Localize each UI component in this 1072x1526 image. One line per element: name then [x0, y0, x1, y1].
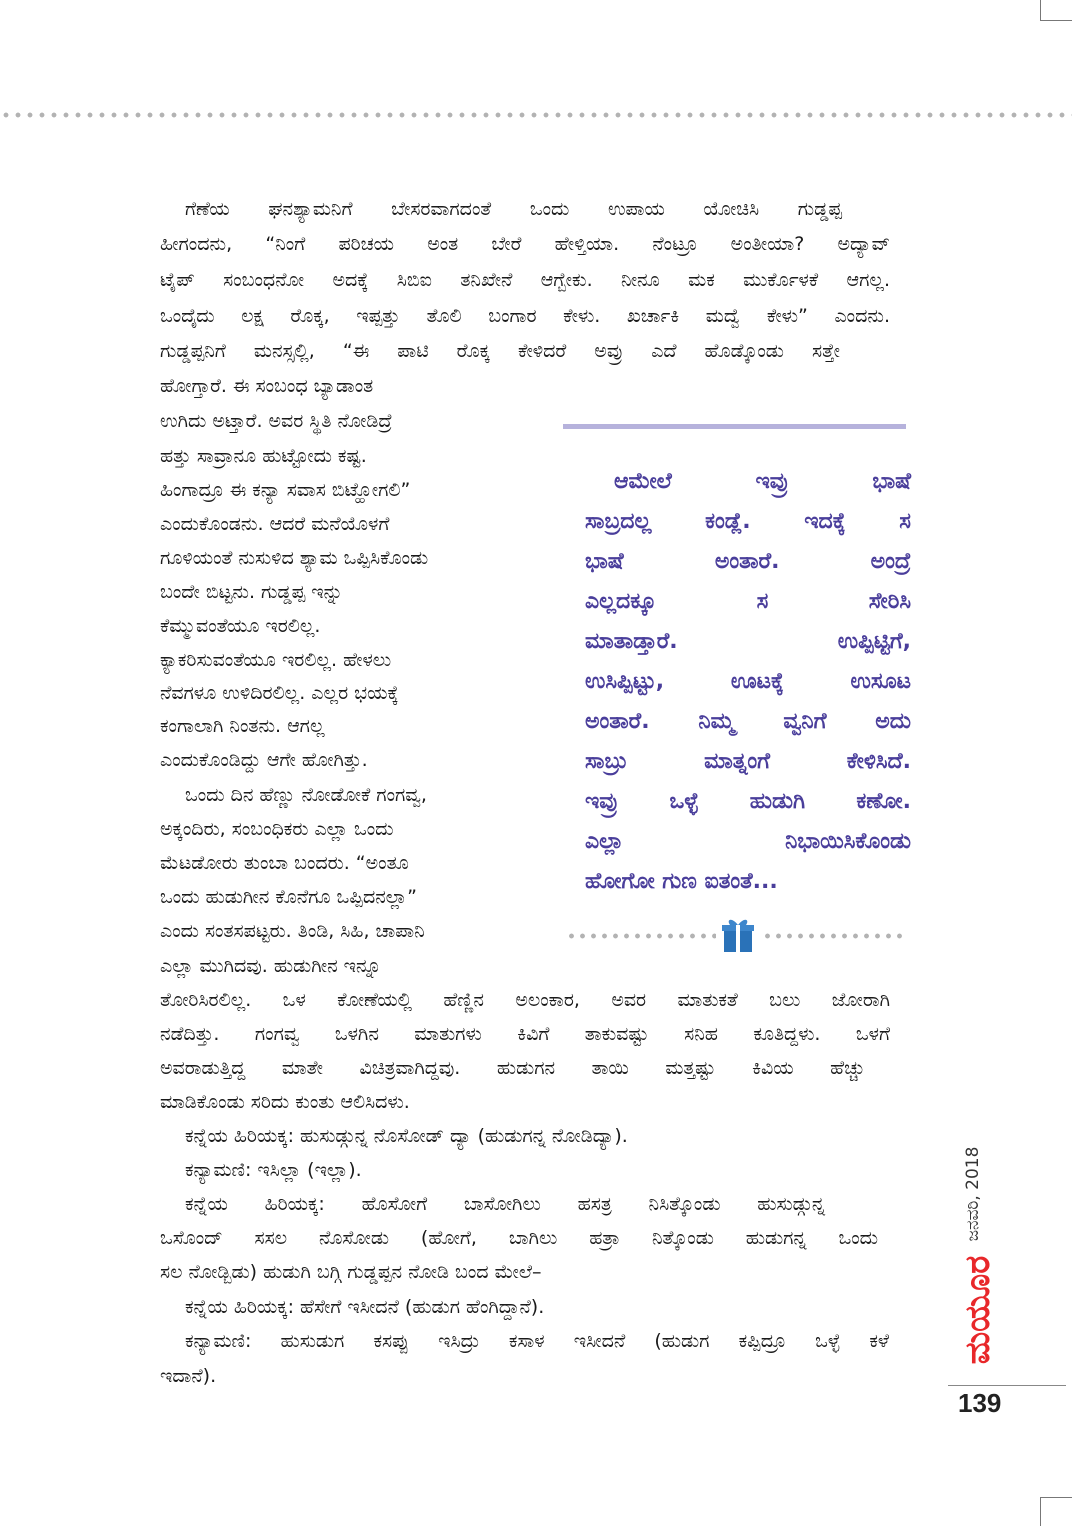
- body-line: ಕನ್ನೆಯ ಹಿರಿಯಕ್ಕ: ಹೊಸೋಗೆ ಬಾಸೋಗಿಲು ಹಸತ್ರ ನಿಸಿತ್ಕೊಂಡು ಹುಸುಡ್ಗುನ್ನ: [185, 1193, 825, 1215]
- body-line: ಕನ್ಯಾಮಣಿ: ಹುಸುಡುಗ ಕಸಪ್ಪು ಇಸಿದ್ರು ಕಸಾಳ ಇಸೀದನೆ (ಹುಡುಗ ಕಪ್ಪಿದ್ರೂ ಒಳ್ಳೆ ಕಳೆ: [185, 1330, 889, 1352]
- pullquote-line: ಸಾಬ್ರು ಮಾತ್ನಂಗೆ ಕೇಳಿಸಿದೆ.: [585, 749, 911, 774]
- crop-mark-top: [1040, 0, 1072, 21]
- body-line: ಎಲ್ಲಾ ಮುಗಿದವು. ಹುಡುಗೀನ ಇನ್ನೂ: [160, 955, 382, 977]
- body-line: ಸಲ ನೋಡ್ಬಿಡು) ಹುಡುಗಿ ಬಗ್ಗಿ ಗುಡ್ಡಪ್ಪನ ನೋಡಿ ಬಂದ ಮೇಲೆ–: [160, 1261, 542, 1283]
- body-line: ಹೋಗ್ತಾರೆ. ಈ ಸಂಬಂಧ ಬ್ಯಾಡಾಂತ: [160, 375, 374, 397]
- body-line: ಕನ್ನೆಯ ಹಿರಿಯಕ್ಕ: ಹುಸುಡ್ಗುನ್ನ ನೊಸೋಡ್ ದ್ಯಾ (ಹುಡುಗನ್ನ ನೋಡಿದ್ಯಾ).: [185, 1125, 628, 1147]
- gift-icon: [722, 917, 754, 953]
- body-line: ಉಗಿದು ಅಟ್ತಾರೆ. ಅವರ ಸ್ಥಿತಿ ನೋಡಿದ್ರೆ: [160, 410, 393, 432]
- pullquote-line: ಇವ್ರು ಒಳ್ಳೆ ಹುಡುಗಿ ಕಣೋ.: [585, 789, 911, 814]
- body-line: ನಡೆದಿತ್ತು. ಗಂಗವ್ವ ಒಳಗಿನ ಮಾತುಗಳು ಕಿವಿಗೆ ತಾಕುವಷ್ಟು ಸನಿಹ ಕೂತಿದ್ದಳು. ಒಳಗೆ: [160, 1023, 890, 1045]
- pullquote-line: ಅಂತಾರೆ. ನಿಮ್ಮ ವ್ವನಿಗೆ ಅದು: [585, 709, 911, 734]
- page-number-rule: [948, 1385, 1066, 1386]
- pullquote-line: ಎಲ್ಲದಕ್ಕೂ ಸ ಸೇರಿಸಿ: [585, 589, 911, 614]
- body-line: ಹೀಗಂದನು, “ನಿಂಗೆ ಪರಿಚಯ ಅಂತ ಬೇರೆ ಹೇಳ್ತಿಯಾ. ನೆಂಟ್ರೂ ಅಂತೀಯಾ? ಅದ್ಯಾವ್: [160, 233, 890, 255]
- body-line: ಮೆಟಡೋರು ತುಂಬಾ ಬಂದರು. “ಅಂತೂ: [160, 852, 409, 874]
- pullquote-line: ಉಸಿಪ್ಪಿಟ್ಟು, ಊಟಕ್ಕೆ ಉಸೂಟ: [585, 669, 911, 694]
- body-line: ಎಂದು ಸಂತಸಪಟ್ಟರು. ತಿಂಡಿ, ಸಿಹಿ, ಚಾಪಾನಿ: [160, 920, 425, 942]
- pullquote-line: ಮಾತಾಡ್ತಾರೆ. ಉಪ್ಪಿಟ್ಟಿಗೆ,: [585, 629, 911, 654]
- pullquote-line: ಹೋಗೋ ಗುಣ ಐತಂತೆ...: [585, 869, 778, 894]
- page-number: 139: [958, 1388, 1002, 1418]
- body-line: ಬಂದೇ ಬಿಟ್ಟನು. ಗುಡ್ಡಪ್ಪ ಇನ್ನು: [160, 581, 343, 603]
- body-line: ಎಂದುಕೊಂಡನು. ಆದರೆ ಮನೆಯೊಳಗೆ: [160, 513, 390, 535]
- body-line: ಅವರಾಡುತ್ತಿದ್ದ ಮಾತೇ ವಿಚಿತ್ರವಾಗಿದ್ದವು. ಹುಡುಗನ ತಾಯಿ ಮತ್ತಷ್ಟು ಕಿವಿಯ ಹೆಚ್ಚು: [160, 1057, 865, 1079]
- body-line: ಗೆಣೆಯ ಘನಶ್ಯಾಮನಿಗೆ ಬೇಸರವಾಗದಂತೆ ಒಂದು ಉಪಾಯ ಯೋಚಿಸಿ ಗುಡ್ಡಪ್ಪ: [185, 198, 842, 220]
- dotted-divider-top: [0, 111, 1072, 119]
- body-line: ಒಸೊಂದ್ ಸಸಲ ನೊಸೋಡು (ಹೋಗೆ, ಬಾಗಿಲು ಹತ್ರಾ ನಿತ್ಕೊಂಡು ಹುಡುಗನ್ನ ಒಂದು: [160, 1227, 878, 1249]
- body-line: ಒಂದೈದು ಲಕ್ಷ ರೊಕ್ಕ, ಇಪ್ಪತ್ತು ತೊಲಿ ಬಂಗಾರ ಕೇಳು. ಖರ್ಚಾಕಿ ಮದ್ವೆ ಕೇಳು” ಎಂದನು.: [160, 305, 890, 327]
- body-line: ನೆವಗಳೂ ಉಳಿದಿರಲಿಲ್ಲ. ಎಲ್ಲರ ಭಯಕ್ಕೆ: [160, 682, 399, 704]
- body-line: ಟೈಪ್ ಸಂಬಂಧನೋ ಅದಕ್ಕೆ ಸಿಬಿಐ ತನಿಖೇನೆ ಆಗ್ಬೇಕು. ನೀನೂ ಮಕ ಮುರ್ಕೊಳಕೆ ಆಗಲ್ಲ.: [160, 269, 890, 291]
- body-line: ಕನ್ನೆಯ ಹಿರಿಯಕ್ಕ: ಹೆಸೇಗೆ ಇಸೀದನೆ (ಹುಡುಗ ಹೆಂಗಿದ್ದಾನೆ).: [185, 1296, 545, 1318]
- body-line: ಇದಾನೆ).: [160, 1365, 217, 1387]
- body-line: ಒಂದು ದಿನ ಹೆಣ್ಣು ನೋಡೋಕೆ ಗಂಗವ್ವ,: [185, 784, 427, 806]
- body-line: ಮಾಡಿಕೊಂಡು ಸರಿದು ಕುಂತು ಆಲಿಸಿದಳು.: [160, 1091, 410, 1113]
- magazine-logo: ಮಯೂರ: [958, 1255, 998, 1365]
- pullquote-top-rule: [563, 424, 906, 429]
- body-line: ಒಂದು ಹುಡುಗೀನ ಕೊನೆಗೂ ಒಪ್ಪಿದನಲ್ಲಾ”: [160, 886, 417, 908]
- pullquote-dotted-rule-left: [566, 932, 716, 940]
- body-line: ಹಿಂಗಾದ್ರೂ ಈ ಕನ್ಯಾ ಸವಾಸ ಬಿಟ್ಹೋಗಲಿ”: [160, 479, 411, 501]
- body-line: ಎಂದುಕೊಂಡಿದ್ದು ಆಗೇ ಹೋಗಿತ್ತು.: [160, 749, 368, 771]
- pullquote-dotted-rule-right: [762, 932, 908, 940]
- body-line: ಗೂಳಿಯಂತೆ ನುಸುಳಿದ ಶ್ಯಾಮ ಒಪ್ಪಿಸಿಕೊಂಡು: [160, 547, 429, 569]
- body-line: ಕೆಮ್ಮುವಂತೆಯೂ ಇರಲಿಲ್ಲ.: [160, 615, 321, 637]
- body-line: ಕ್ಯಾಕರಿಸುವಂತೆಯೂ ಇರಲಿಲ್ಲ. ಹೇಳಲು: [160, 649, 392, 671]
- body-line: ಅಕ್ಕಂದಿರು, ಸಂಬಂಧಿಕರು ಎಲ್ಲಾ ಒಂದು: [160, 818, 394, 840]
- body-line: ಗುಡ್ಡಪ್ಪನಿಗೆ ಮನಸ್ಸಲ್ಲಿ, “ಈ ಪಾಟಿ ರೊಕ್ಕ ಕೇಳಿದರೆ ಅವ್ರು ಎದೆ ಹೊಡ್ಕೊಂಡು ಸತ್ತೇ: [160, 340, 840, 362]
- crop-mark-bottom: [1040, 1497, 1072, 1526]
- pullquote-line: ಭಾಷೆ ಅಂತಾರೆ. ಅಂದ್ರೆ: [585, 549, 911, 574]
- body-line: ಕನ್ಯಾಮಣಿ: ಇಸಿಲ್ಲಾ (ಇಲ್ಲಾ).: [185, 1159, 362, 1181]
- pullquote-line: ಎಲ್ಲಾ ನಿಭಾಯಿಸಿಕೊಂಡು: [585, 829, 911, 854]
- body-line: ಹತ್ತು ಸಾವ್ರಾನೂ ಹುಟ್ಟೋದು ಕಷ್ಟ.: [160, 445, 367, 467]
- pullquote-line: ಆಮೇಲೆ ಇವ್ರು ಭಾಷೆ: [614, 469, 911, 494]
- pullquote-line: ಸಾಬ್ರದಲ್ಲ ಕಂಡ್ಲೆ. ಇದಕ್ಕೆ ಸ: [585, 509, 911, 534]
- issue-date: ಜನವರಿ, 2018: [963, 1146, 983, 1242]
- body-line: ಕಂಗಾಲಾಗಿ ನಿಂತನು. ಆಗಲ್ಲ: [160, 715, 325, 737]
- body-line: ತೋರಿಸಿರಲಿಲ್ಲ. ಒಳ ಕೋಣೆಯಲ್ಲಿ ಹೆಣ್ಣಿನ ಅಲಂಕಾರ, ಅವರ ಮಾತುಕತೆ ಬಲು ಜೋರಾಗಿ: [160, 989, 890, 1011]
